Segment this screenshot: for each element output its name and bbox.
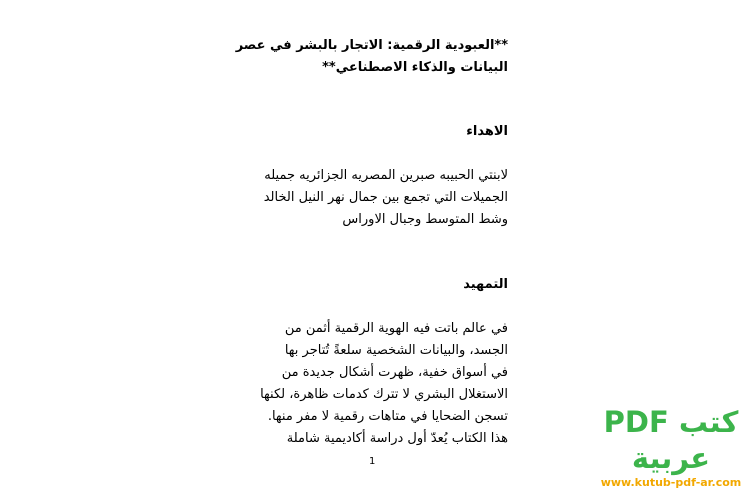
title-line-1: **العبودية الرقمية: الاتجار بالبشر في عصر [235, 38, 508, 53]
dedication-line-2: الجميلات التي تجمع بين جمال نهر النيل الخالد [263, 190, 508, 205]
preface-heading: التمهيد [463, 277, 508, 292]
preface-line-5: تسجن الضحايا في متاهات رقمية لا مفر منها. [267, 409, 508, 424]
preface-line-1: في عالم باتت فيه الهوية الرقمية أثمن من [284, 321, 508, 336]
page-number: 1 [369, 456, 376, 467]
title-line-2: البيانات والذكاء الاصطناعي** [322, 60, 508, 75]
dedication-line-3: وشط المتوسط وجبال الاوراس [342, 212, 508, 227]
watermark-url: www.kutub-pdf-ar.com [600, 476, 742, 489]
preface-line-6: هذا الكتاب يُعدّ أول دراسة أكاديمية شاملة [286, 431, 508, 446]
dedication-heading: الاهداء [466, 124, 508, 139]
dedication-line-1: لابنتي الحبيبه صبرين المصريه الجزائريه جميله [264, 168, 508, 183]
preface-line-3: في أسواق خفية، ظهرت أشكال جديدة من [281, 365, 508, 380]
watermark-logo: كتب PDF عربية [603, 405, 739, 475]
preface-line-4: الاستغلال البشري لا تترك كدمات ظاهرة، لكنها [260, 387, 508, 402]
watermark [596, 404, 746, 490]
preface-line-2: الجسد، والبيانات الشخصية سلعةً تُتاجر بها [284, 343, 508, 358]
